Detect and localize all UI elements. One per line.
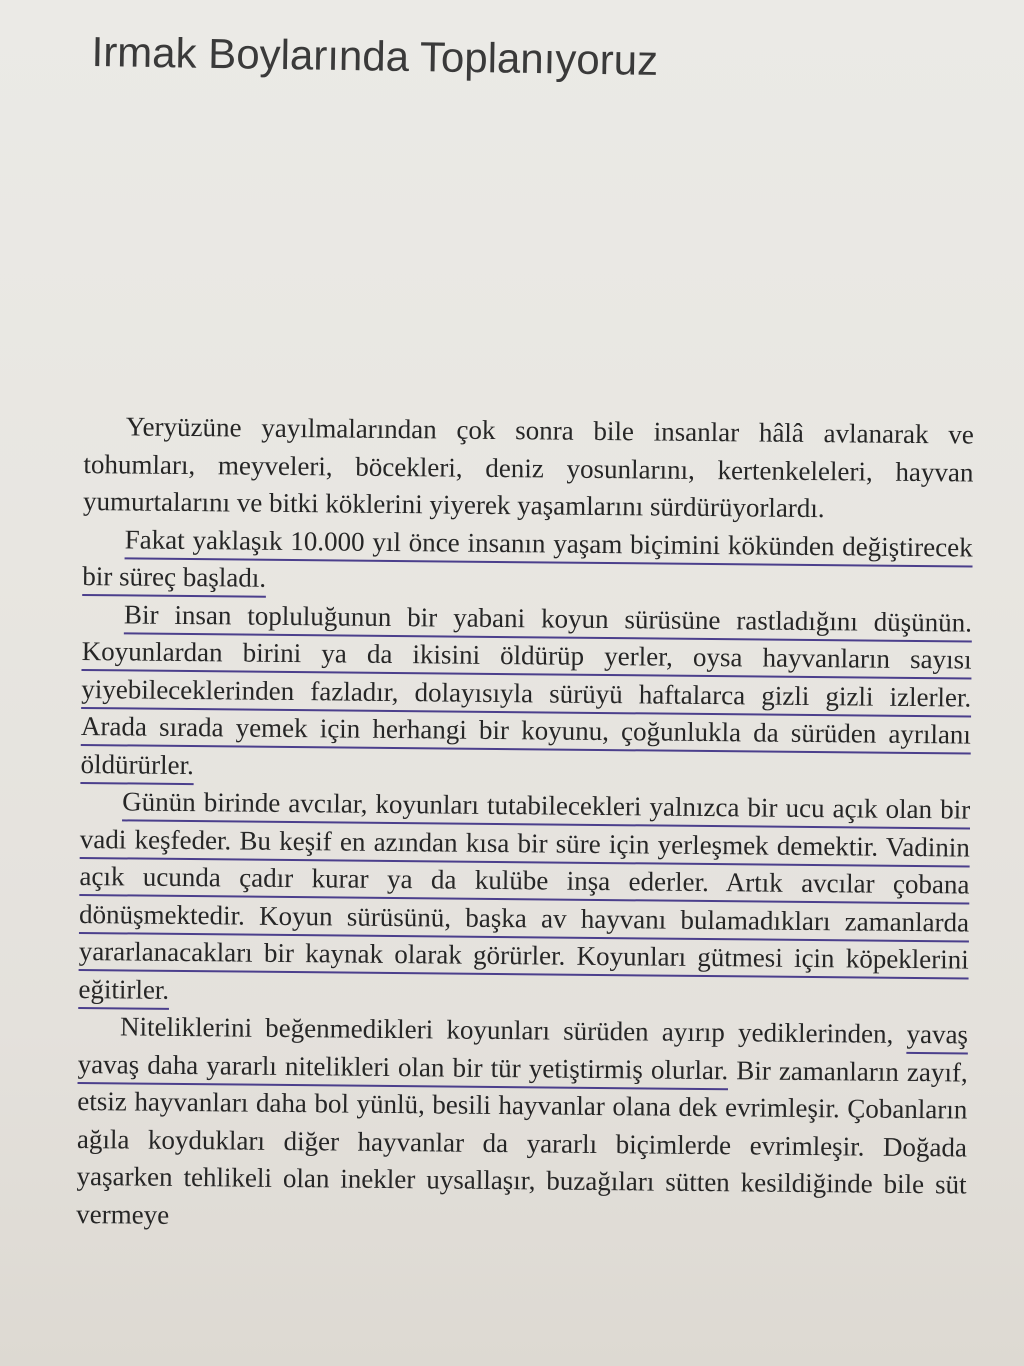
- chapter-title: Irmak Boylarında Toplanıyoruz: [91, 28, 659, 84]
- paragraph-text-tail: Bir zamanların zayıf, etsiz hayvanları daha bol yünlü, besili hayvanlar olana dek evrimleşir. Çobanların ağıla koydukları diğer hayvanlar da yararlı biçimlerde evrimleşir. Doğada yaşarken tehlikeli olan inekler uysallaşır, buzağıları sütten kesildiğinde bile süt vermeye: [76, 1054, 968, 1230]
- paragraph-text: Yeryüzüne yayılmalarından çok sonra bile insanlar hâlâ avlanarak ve tohumları, meyveleri, böcekleri, deniz yosunlarını, kertenkeleleri, hayvan yumurtalarını ve bitki köklerini yiyerek yaşamlarını sürdürüyorlardı.: [82, 411, 974, 524]
- paragraph-1: [83, 408, 974, 529]
- body-text: [76, 408, 974, 1242]
- underlined-passage: Günün birinde avcılar, koyunları tutabilecekleri yalnızca bir ucu açık olan bir vadi keşfeder. Bu keşif en azından kısa bir süre için yerleşmek demektir. Vadinin açık ucunda çadır kurar ya da kulübe inşa ederler. Artık avcılar çobana dönüşmektedir. Koyun sürüsünü, başka av hayvanı bulamadıkları zamanlarda yararlanacakları bir kaynak olarak görürler. Koyunları gütmesi için köpeklerini eğitirler.: [78, 786, 971, 1005]
- underlined-passage: Bir insan topluluğunun bir yabani koyun sürüsüne rastladığını düşünün. Koyunlardan birini ya da ikisini öldürüp yerler, oysa hayvanların sayısı yiyebileceklerinden fazladır, dolayısıyla sürüyü haftalarca gizli gizli izlerler. Arada sırada yemek için herhangi bir koyunu, çoğunlukla da sürüden ayrılanı öldürürler.: [80, 598, 973, 780]
- paragraph-text: Niteliklerini beğenmedikleri koyunları sürüden ayırıp yediklerinden,: [119, 1011, 907, 1049]
- paragraph-2: [82, 520, 973, 604]
- paragraph-4: [78, 783, 970, 1017]
- underlined-passage: Fakat yaklaşık 10.000 yıl önce insanın yaşam biçimini kökünden değiştirecek bir süreç başladı.: [82, 523, 973, 593]
- paragraph-3: [80, 595, 972, 791]
- underlined-passage: yavaş yavaş daha yararlı nitelikleri olan bir tür yetiştirmiş olurlar.: [77, 1018, 969, 1085]
- paragraph-5: [76, 1008, 968, 1242]
